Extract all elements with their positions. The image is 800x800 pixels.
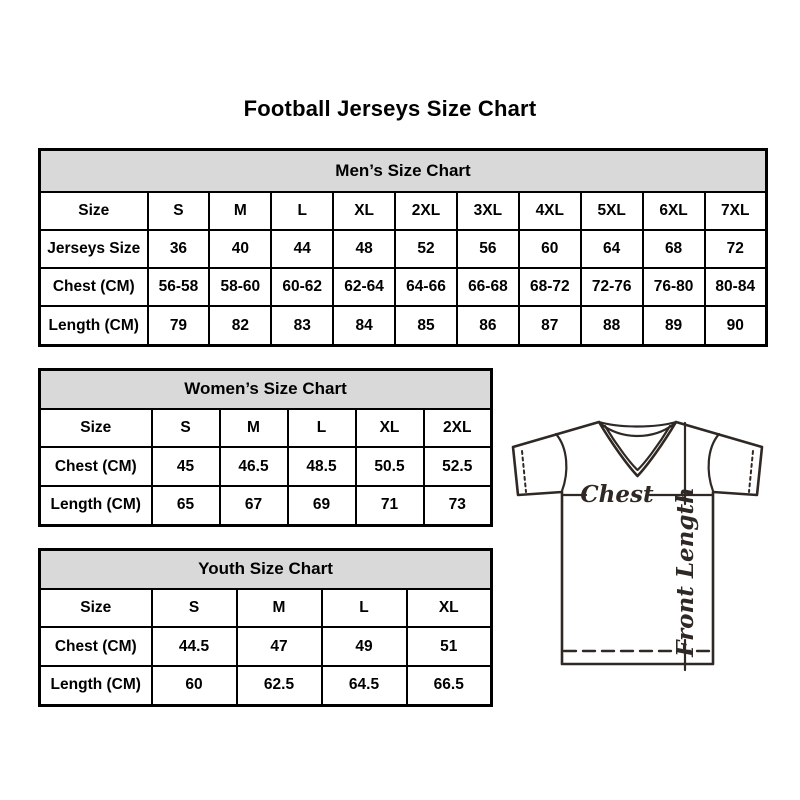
left-cuff-dashed-line <box>522 451 526 492</box>
cell-value: 49 <box>322 627 407 666</box>
cell-value: M <box>209 192 271 230</box>
table-row <box>40 666 492 706</box>
cell-value: M <box>237 589 322 628</box>
row-label: Chest (CM) <box>40 627 152 666</box>
youth-table-grid <box>38 548 493 707</box>
table-row <box>40 230 767 268</box>
womens-table-header: Women’s Size Chart <box>40 370 492 409</box>
row-label: Size <box>40 409 152 448</box>
cell-value: 64.5 <box>322 666 407 706</box>
table-row <box>40 268 767 306</box>
jersey-outline <box>513 422 762 664</box>
cell-value: 69 <box>288 486 356 526</box>
row-label: Length (CM) <box>40 486 152 526</box>
cell-value: 72 <box>705 230 767 268</box>
cell-value: 51 <box>407 627 492 666</box>
cell-value: 5XL <box>581 192 643 230</box>
cell-value: 88 <box>581 306 643 345</box>
cell-value: 52 <box>395 230 457 268</box>
table-row <box>40 192 767 230</box>
cell-value: 50.5 <box>356 447 424 486</box>
cell-value: 45 <box>152 447 220 486</box>
cell-value: 58-60 <box>209 268 271 306</box>
youth-size-table <box>38 548 493 707</box>
chest-label: Chest <box>580 481 654 508</box>
mens-size-table <box>38 148 768 347</box>
cell-value: 83 <box>271 306 333 345</box>
cell-value: 4XL <box>519 192 581 230</box>
cell-value: 71 <box>356 486 424 526</box>
cell-value: 66.5 <box>407 666 492 706</box>
cell-value: 2XL <box>424 409 492 448</box>
cell-value: 40 <box>209 230 271 268</box>
cell-value: L <box>288 409 356 448</box>
cell-value: 87 <box>519 306 581 345</box>
womens-size-table <box>38 368 493 527</box>
jersey-measurement-diagram <box>503 400 775 678</box>
cell-value: 62.5 <box>237 666 322 706</box>
collar-top-arc <box>599 422 676 427</box>
cell-value: M <box>220 409 288 448</box>
cell-value: XL <box>407 589 492 628</box>
cell-value: 62-64 <box>333 268 395 306</box>
cell-value: XL <box>356 409 424 448</box>
table-row <box>40 447 492 486</box>
cell-value: 46.5 <box>220 447 288 486</box>
cell-value: 44 <box>271 230 333 268</box>
cell-value: S <box>152 589 237 628</box>
table-row <box>40 409 492 448</box>
mens-table-header: Men’s Size Chart <box>40 150 767 192</box>
table-row <box>40 486 492 526</box>
right-armhole-seam <box>709 434 719 491</box>
cell-value: 36 <box>148 230 210 268</box>
row-label: Chest (CM) <box>40 447 152 486</box>
cell-value: 90 <box>705 306 767 345</box>
cell-value: 85 <box>395 306 457 345</box>
cell-value: 82 <box>209 306 271 345</box>
cell-value: 73 <box>424 486 492 526</box>
cell-value: S <box>152 409 220 448</box>
row-label: Size <box>40 589 152 628</box>
cell-value: S <box>148 192 210 230</box>
cell-value: L <box>322 589 407 628</box>
cell-value: 72-76 <box>581 268 643 306</box>
table-row <box>40 306 767 345</box>
cell-value: 65 <box>152 486 220 526</box>
cell-value: 60-62 <box>271 268 333 306</box>
mens-table-grid <box>38 148 768 347</box>
cell-value: 60 <box>519 230 581 268</box>
cell-value: 67 <box>220 486 288 526</box>
row-label: Length (CM) <box>40 306 148 345</box>
cell-value: XL <box>333 192 395 230</box>
table-row <box>40 589 492 628</box>
cell-value: 64-66 <box>395 268 457 306</box>
cell-value: 48.5 <box>288 447 356 486</box>
page-title: Football Jerseys Size Chart <box>243 96 537 121</box>
left-armhole-seam <box>556 434 566 491</box>
cell-value: 52.5 <box>424 447 492 486</box>
womens-table-grid <box>38 368 493 527</box>
row-label: Length (CM) <box>40 666 152 706</box>
right-cuff-dashed-line <box>749 451 753 492</box>
jersey-diagram-svg <box>503 400 775 678</box>
cell-value: 89 <box>643 306 705 345</box>
row-label: Jerseys Size <box>40 230 148 268</box>
row-label: Chest (CM) <box>40 268 148 306</box>
cell-value: 6XL <box>643 192 705 230</box>
cell-value: 68-72 <box>519 268 581 306</box>
cell-value: 68 <box>643 230 705 268</box>
cell-value: 86 <box>457 306 519 345</box>
youth-table-header: Youth Size Chart <box>40 550 492 589</box>
cell-value: 3XL <box>457 192 519 230</box>
front-length-label: Front Length <box>672 487 699 657</box>
cell-value: 2XL <box>395 192 457 230</box>
cell-value: 79 <box>148 306 210 345</box>
cell-value: 44.5 <box>152 627 237 666</box>
cell-value: 66-68 <box>457 268 519 306</box>
cell-value: 47 <box>237 627 322 666</box>
cell-value: 7XL <box>705 192 767 230</box>
cell-value: 76-80 <box>643 268 705 306</box>
cell-value: 64 <box>581 230 643 268</box>
cell-value: 80-84 <box>705 268 767 306</box>
table-row <box>40 627 492 666</box>
cell-value: L <box>271 192 333 230</box>
cell-value: 84 <box>333 306 395 345</box>
cell-value: 60 <box>152 666 237 706</box>
cell-value: 48 <box>333 230 395 268</box>
cell-value: 56 <box>457 230 519 268</box>
cell-value: 56-58 <box>148 268 210 306</box>
row-label: Size <box>40 192 148 230</box>
